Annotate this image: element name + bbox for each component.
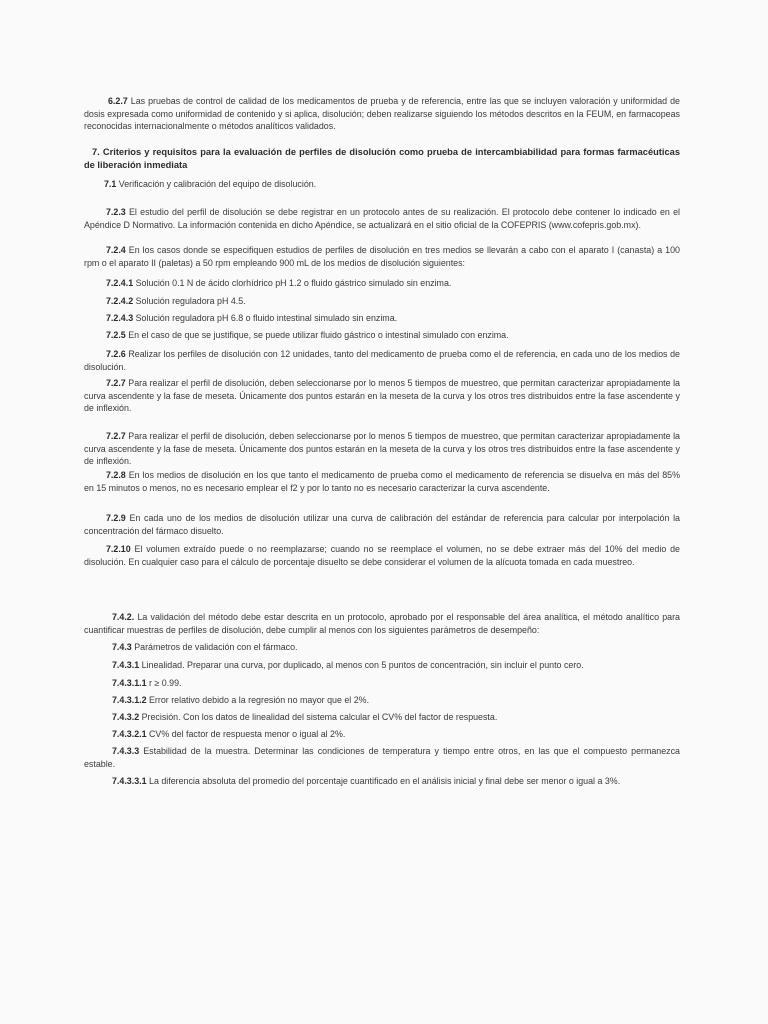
paragraph-7-2-9: 7.2.9 En cada uno de los medios de disolución utilizar una curva de calibración del estándar de referencia para calcular por interpolación la concentración del fármaco disuelto.	[84, 513, 680, 536]
paragraph-7-4-3: 7.4.3 Parámetros de validación con el fármaco.	[112, 642, 298, 652]
paragraph-7-2-6: 7.2.6 Realizar los perfiles de disolución con 12 unidades, tanto del medicamento de prueba como el de referencia, en cada uno de los medios de disolución.	[84, 349, 680, 372]
paragraph-7-4-3-3: 7.4.3.3 Estabilidad de la muestra. Determinar las condiciones de temperatura y tiempo entre otros, en las que el compuesto permanezca estable.	[84, 746, 680, 769]
paragraph-7-2-10: 7.2.10 El volumen extraído puede o no reemplazarse; cuando no se reemplace el volumen, no se debe extraer más del 10% del medio de disolución. En cualquier caso para el cálculo de porcentaje disuelto se debe considerar el volumen de la alícuota tomada en cada muestreo.	[84, 544, 680, 567]
paragraph-7-2-7: 7.2.7 Para realizar el perfil de disolución, deben seleccionarse por lo menos 5 tiempos de muestreo, que permitan caracterizar apropiadamente la curva ascendente y la fase de meseta. Únicamente dos puntos estarán en la meseta de la curva y los otros tres distribuidos entre la fase ascendente y de inflexión.	[84, 378, 680, 414]
paragraph-7-2-4-1: 7.2.4.1 Solución 0.1 N de ácido clorhídrico pH 1.2 o fluido gástrico simulado sin enzima.	[106, 278, 452, 288]
paragraph-7-2-4: 7.2.4 En los casos donde se especifiquen estudios de perfiles de disolución en tres medios se llevarán a cabo con el aparato I (canasta) a 100 rpm o el aparato II (paletas) a 50 rpm empleando 900 mL de los medios de disolución siguientes:	[84, 245, 680, 268]
paragraph-7-1: 7.1 Verificación y calibración del equipo de disolución.	[104, 179, 317, 189]
paragraph-7-4-2: 7.4.2. La validación del método debe estar descrita en un protocolo, aprobado por el responsable del área analítica, el método analítico para cuantificar muestras de perfiles de disolución, debe cumplir al menos con los siguientes parámetros de desempeño:	[84, 612, 680, 635]
paragraph-7-2-3: 7.2.3 El estudio del perfil de disolución se debe registrar en un protocolo antes de su realización. El protocolo debe contener lo indicado en el Apéndice D Normativo. La información contenida en dicho Apéndice, se actualizará en el sitio oficial de la COFEPRIS (www.cofepris.gob.mx).	[84, 207, 680, 230]
paragraph-7-2-4-2: 7.2.4.2 Solución reguladora pH 4.5.	[106, 296, 246, 306]
paragraph-7-2-8: 7.2.8 En los medios de disolución en los que tanto el medicamento de prueba como el medicamento de referencia se disuelva en más del 85% en 15 minutos o menos, no es necesario emplear el f2 y por lo tanto no es necesario caracterizar la curva ascendente.	[84, 470, 680, 493]
paragraph-7-2-5: 7.2.5 En el caso de que se justifique, se puede utilizar fluido gástrico o intestinal simulado con enzima.	[106, 330, 509, 340]
paragraph-6-2-7: 6.2.7 Las pruebas de control de calidad de los medicamentos de prueba y de referencia, entre las que se incluyen valoración y uniformidad de dosis expresada como uniformidad de contenido y si aplica, disolución; deben realizarse siguiendo los métodos descritos en la FEUM, en farmacopeas reconocidas internacionalmente o métodos analíticos validados.	[84, 96, 680, 132]
paragraph-7-2-7-repeat: 7.2.7 Para realizar el perfil de disolución, deben seleccionarse por lo menos 5 tiempos de muestreo, que permitan caracterizar apropiadamente la curva ascendente y la fase de meseta. Únicamente dos puntos estarán en la meseta de la curva y los otros tres distribuidos entre la fase ascendente y de inflexión.	[84, 431, 680, 467]
paragraph-7-4-3-1-2: 7.4.3.1.2 Error relativo debido a la regresión no mayor que el 2%.	[112, 695, 370, 705]
paragraph-7-4-3-2: 7.4.3.2 Precisión. Con los datos de linealidad del sistema calcular el CV% del factor de respuesta.	[112, 712, 498, 722]
paragraph-7-4-3-1-1: 7.4.3.1.1 r ≥ 0.99.	[112, 678, 182, 688]
section-heading-7: 7. Criterios y requisitos para la evaluación de perfiles de disolución como prueba de intercambiabilidad para formas farmacéuticas de liberación inmediata	[84, 147, 680, 170]
paragraph-7-4-3-2-1: 7.4.3.2.1 CV% del factor de respuesta menor o igual al 2%.	[112, 729, 346, 739]
paragraph-7-2-4-3: 7.2.4.3 Solución reguladora pH 6.8 o fluido intestinal simulado sin enzima.	[106, 313, 398, 323]
paragraph-7-4-3-1: 7.4.3.1 Linealidad. Preparar una curva, por duplicado, al menos con 5 puntos de concentración, sin incluir el punto cero.	[112, 660, 584, 670]
paragraph-7-4-3-3-1: 7.4.3.3.1 La diferencia absoluta del promedio del porcentaje cuantificado en el análisis inicial y final debe ser menor o igual a 3%.	[112, 776, 621, 786]
